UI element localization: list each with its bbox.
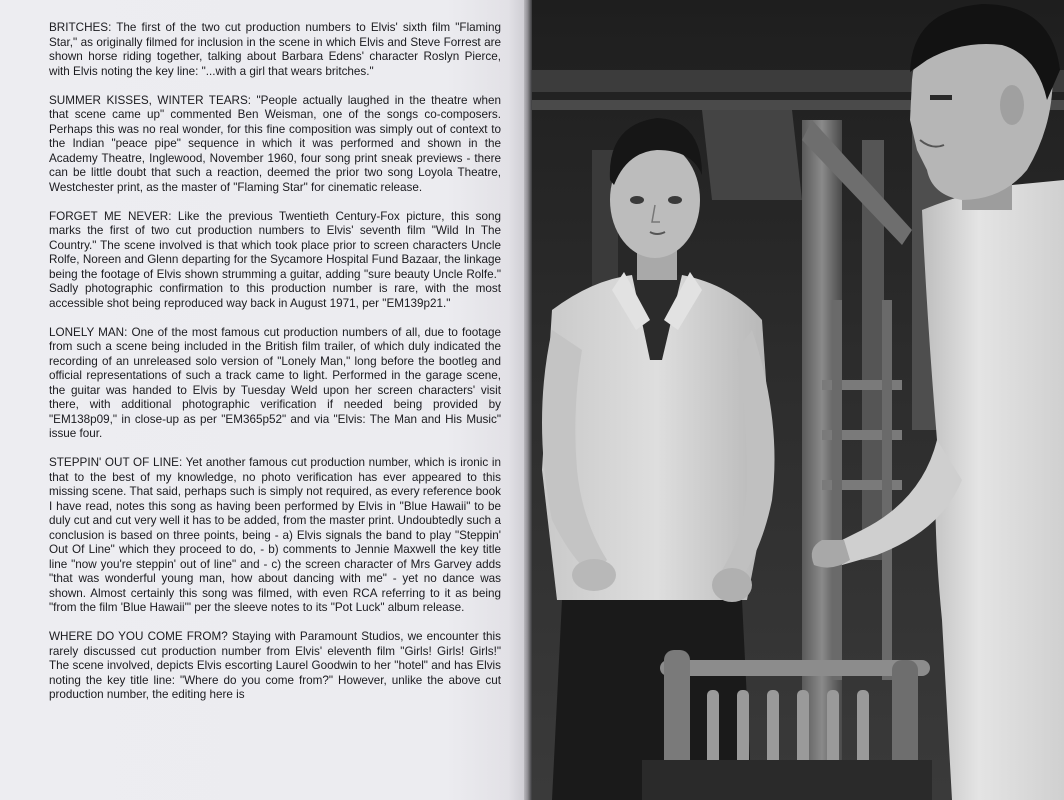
paragraph-heading: LONELY MAN: [49,325,128,339]
paragraph-heading: BRITCHES: [49,21,112,34]
page-gutter [524,0,532,800]
paragraph-body: One of the most famous cut production numbers of all, due to footage from such a scene being included in the British film trailer, of which duly indicated the recording of an unreleased solo version of "Lonely Man," long before the bootleg and official representations of such a track came to light. Performed in the garage scene, the guitar was handed to Elvis by Tuesday Weld upon her screen characters' visit there, with additional photographic verification if needed being provided by "EM138p09," in close-up as per "EM365p52" and via "Elvis: The Man and His Music" issue four. [49,325,501,440]
paragraph-heading: SUMMER KISSES, WINTER TEARS: [49,93,252,107]
paragraph-body: Yet another famous cut production number, which is ironic in that to the best of my knowledge, no photo verification has ever appeared to this missing scene. That said, perhaps such is simply not required, as every reference book I have read, notes this song as having been performed by Elvis in "Blue Hawaii" to be duly cut and cut very well it has to be added, from the master print. Undoubtedly such a conclusion is based on three points, being - a) Elvis signals the band to play "Steppin' Out Of Line" which they proceed to do, - b) comments to Jennie Maxwell the key title line "now you're steppin' out of line" and - c) the screen character of Mrs Garvey adds "that was wonderful young man, how about dancing with me" - yet no dance was shown. Almost certainly this song was filmed, with even RCA referring to it as being "from the film 'Blue Hawaii'" per the sleeve notes to its "Pot Luck" album release. [49,456,501,614]
paragraph-body: Like the previous Twentieth Century-Fox picture, this song marks the first of two cut production numbers to Elvis' seventh film "Wild In The Country." The scene involved is that which took place prior to screen characters Uncle Rolfe, Noreen and Glenn departing for the Sycamore Hospital Fund Bazaar, the linkage being the footage of Elvis shown strumming a guitar, adding "sure beauty Uncle Rolfe." Sadly photographic confirmation to this production number is rare, with the most accessible shot being reproduced way back in August 1971, per "EM139p21." [49,209,502,310]
text-page [0,0,524,800]
paragraph-britches [49,21,501,79]
article-text-column [49,21,501,717]
film-still-illustration [532,0,1064,800]
film-still-photo [532,0,1064,800]
paragraph-body: The first of the two cut production numbers to Elvis' sixth film "Flaming Star," as originally filmed for inclusion in the scene in which Elvis and Steve Forrest are shown horse riding together, talking about Barbara Edens' character Roslyn Pierce, with Elvis noting the key line: "...with a girl that wears britches." [49,21,501,78]
paragraph-where-do-you-come-from [49,630,501,703]
paragraph-heading: WHERE DO YOU COME FROM? [49,630,228,643]
paragraph-body: "People actually laughed in the theatre when that scene came up" commented Ben Weisman, one of the songs co-composers. Perhaps this was no real wonder, for this fine composition was simply out of context to the Indian "peace pipe" sequence in which it was performed and shown in the Academy Theatre, Inglewood, November 1960, four song print sneak previews - there can be little doubt that such a reaction, deemed the prior two song Loyola Theatre, Westchester print, as the master of "Flaming Star" for cinematic release. [49,93,501,194]
paragraph-body: Staying with Paramount Studios, we encounter this rarely discussed cut production number from Elvis' eleventh film "Girls! Girls! Girls!" The scene involved, depicts Elvis escorting Laurel Goodwin to her "hotel" and has Elvis noting the key title line: "Where do you come from?" However, unlike the above cut production number, the editing here is [49,630,501,701]
paragraph-forget-me-never [49,210,501,312]
paragraph-steppin-out-of-line [49,456,501,616]
paragraph-heading: FORGET ME NEVER: [49,209,172,223]
paragraph-lonely-man [49,326,501,442]
paragraph-heading: STEPPIN' OUT OF LINE: [49,456,183,469]
paragraph-summer-kisses [49,94,501,196]
